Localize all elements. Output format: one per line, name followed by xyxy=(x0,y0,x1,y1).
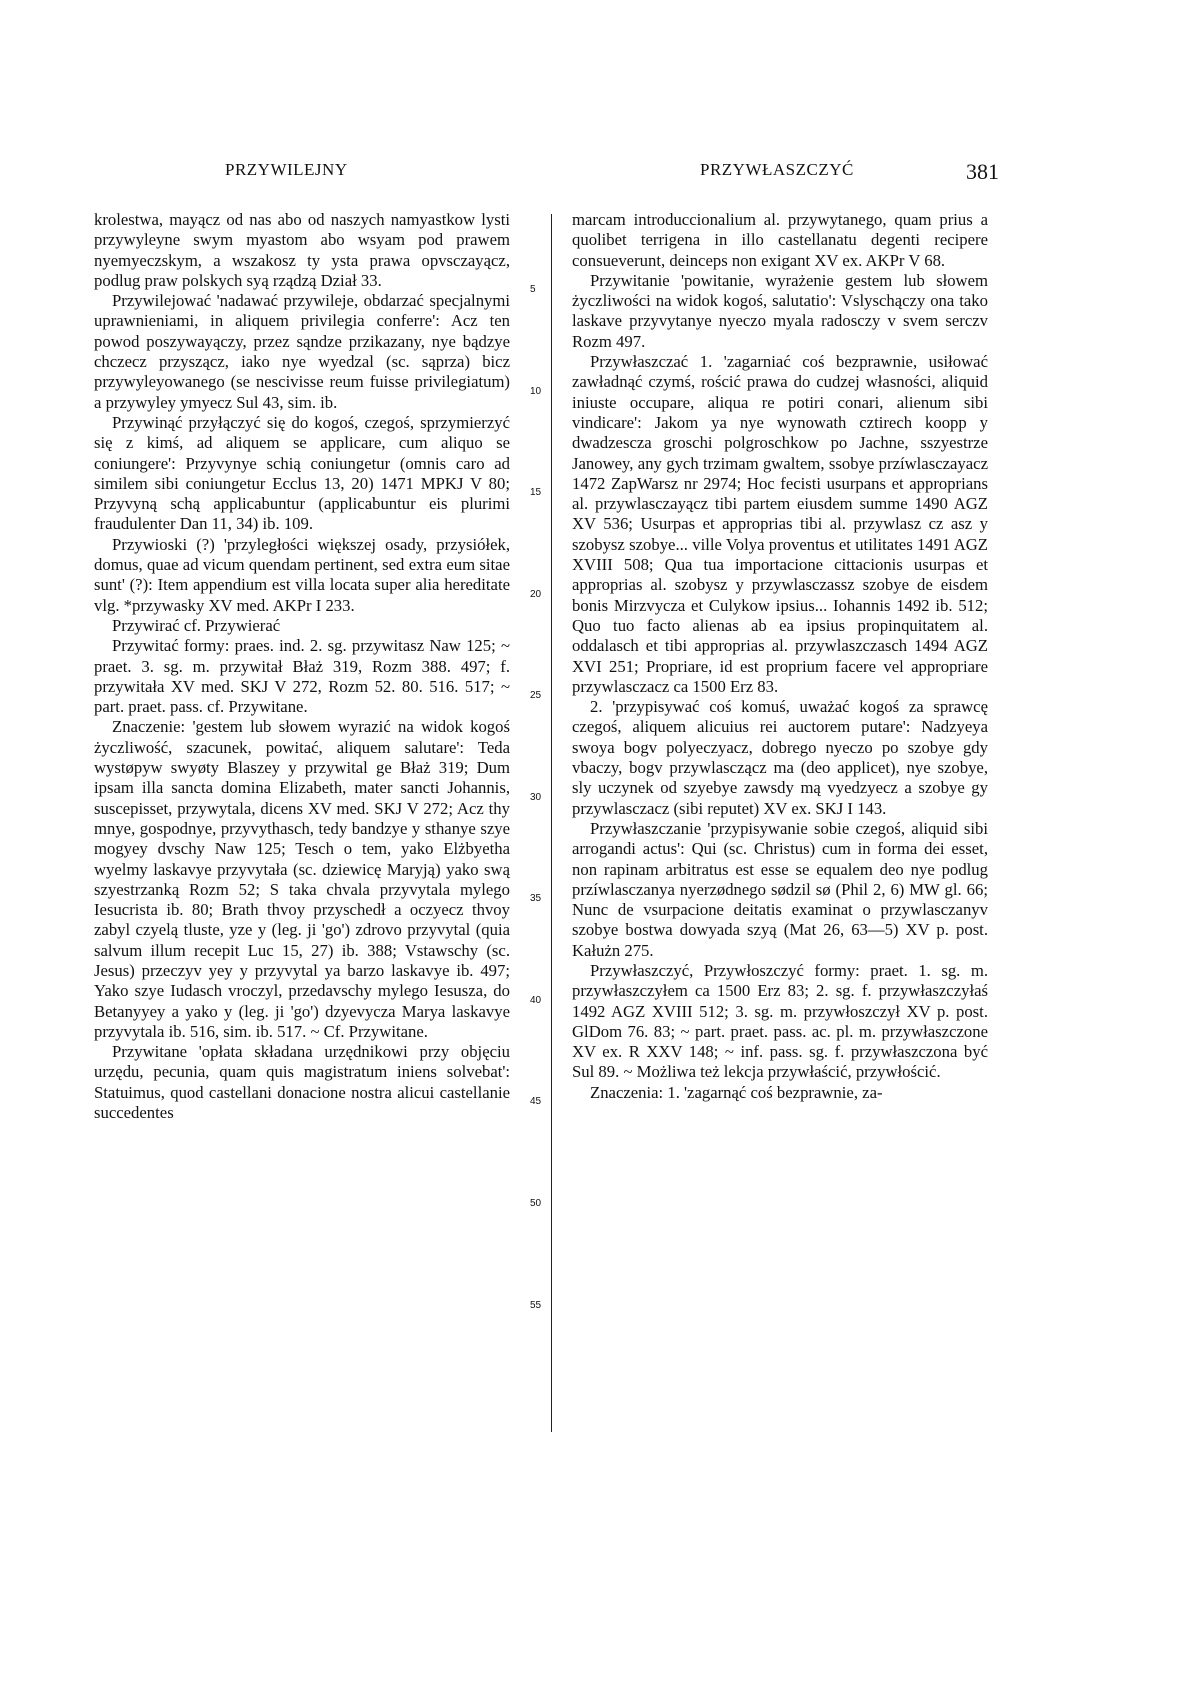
right-column xyxy=(572,210,988,1103)
entry-przywlaszczyc: Przywłaszczyć, Przywłoszczyć formy: praet. 1. sg. m. przywłaszczyłem ca 1500 Erz 83; 2. sg. f. przywłaszczyłaś 1492 AGZ XVIII 512; 3. sg. m. przywłoszczył XV p. post. GlDom 76. 83; ~ part. praet. pass. ac. pl. m. przywłaszczone XV ex. R XXV 148; ~ inf. pass. sg. f. przywłaszczona być Sul 89. ~ Możliwa też lekcja przywłaścić, przywłościć. xyxy=(572,960,988,1082)
left-continuation: krolestwa, mayącz od nas abo od naszych namyastkow lysti przywyleyne swym myastom abo wsyam pod prawem nyemyeczskym, a wszakosz ty ysta prawa opvsczayącz, podlug praw polskych syą rządzą Dział 33. xyxy=(94,210,510,290)
entry-przywirac: Przywirać cf. Przywierać xyxy=(112,615,281,635)
right-continuation: marcam introduccionalium al. przywytanego, quam prius a quolibet terrigena in illo castellanatu degenti recipere consueverunt, deinceps non exigant XV ex. AKPr V 68. xyxy=(572,210,988,270)
entry-przywlaszczac-1: Przywłaszczać 1. 'zagarniać coś bezprawnie, usiłować zawładnąć czymś, rościć prawa do cudzej własności, aliquid iniuste occupare, aliqua re potiri conari, alienum sibi vindicare': Jakom ya nye wynowath cztirech koopp y dwadzescza groschi polgroschkow po Jachne, sszyestrze Janowey, any gych trzimam gwaltem, ssobye przíwlasczayacz 1472 ZapWarsz nr 2974; Hoc fecisti usurpans et approprians al. przywlasczayącz tibi partem eiusdem summe 1490 AGZ XV 536; Usurpas et approprias tibi al. przywlasz cz asz y szobysz szobye... ville Volya proventus et utilitates 1491 AGZ XVIII 508; Qua tua importacione cittacionis usurpas et approprias al. szobysz y przywlasczassz szobye de eisdem bonis Mirzvycza et Culykow ipsius... Iohannis 1492 ib. 512; Quo tuo facto alienas ab ea ipsius propinquitatem al. oddalasch et tibi approprias al. przywlaszczasch 1494 AGZ XVI 251; Propriare, id est proprium facere vel appropriare przywlasczacz ca 1500 Erz 83. xyxy=(572,352,988,696)
line-number: 10 xyxy=(530,386,542,397)
entry-przywioski: Przywioski (?) 'przyległości większej osady, przysiółek, domus, quae ad vicum quendam pertinent, sed extra eum sitae sunt' (?): Item appendium est villa locata super alia hereditate vlg. *przywasky XV med. AKPr I 233. xyxy=(94,534,510,615)
entry-przywlaszczanie: Przywłaszczanie 'przypisywanie sobie czegoś, aliquid sibi arrogandi actus': Qui (sc. Christus) cum in forma dei esset, non rapinam arbitratus est esse se equalem deo nye podlug przíwlasczanya nyerzødnego sødzil sø (Phil 2, 6) MW gl. 66; Nunc de vsurpacione deitatis examinat o przywlasczanyv szobye bostwa dowyada szyą (Mat 26, 63—5) XV p. post. Kałużn 275. xyxy=(572,818,988,960)
running-head-left: PRZYWILEJNY xyxy=(225,160,348,179)
line-number: 20 xyxy=(530,589,542,600)
left-column xyxy=(94,210,510,1123)
line-number: 5 xyxy=(530,284,536,295)
line-number: 40 xyxy=(530,995,542,1006)
entry-przywitanie: Przywitanie 'powitanie, wyrażenie gestem lub słowem życzliwości na widok kogoś, salutatio': Vslyschączy ona tako laskave przyvytanye nyeczo myala radosczy v svem serczv Rozm 497. xyxy=(572,270,988,351)
line-number: 50 xyxy=(530,1198,542,1209)
line-number: 55 xyxy=(530,1300,542,1311)
line-number: 45 xyxy=(530,1096,542,1107)
line-number: 25 xyxy=(530,690,542,701)
running-head-right: PRZYWŁASZCZYĆ xyxy=(700,160,854,179)
entry-przywitane: Przywitane 'opłata składana urzędnikowi przy objęciu urzędu, pecunia, quam quis magistratum iniens solvebat': Statuimus, quod castellani donacione nostra alicui castellanie succedentes xyxy=(94,1042,510,1123)
page-number: 381 xyxy=(966,159,999,184)
entry-przywilejowac: Przywilejować 'nadawać przywileje, obdarzać specjalnymi uprawnieniami, in aliquem privilegia conferre': Acz ten powod poszywayączy, przez sąndze przikazany, nye bądzye chczecz przyszącz, iako nye wyedzal (sc. sąprza) bicz przywyleyowanego (se nescivisse reum fuisse privilegiatum) a przywyley ymyecz Sul 43, sim. ib. xyxy=(94,291,510,412)
line-number: 30 xyxy=(530,792,542,803)
entry-przywitac: Przywitać formy: praes. ind. 2. sg. przywitasz Naw 125; ~ praet. 3. sg. m. przywitał Błaż 319, Rozm 388. 497; f. przywitała XV med. SKJ V 272, Rozm 52. 80. 516. 517; ~ part. praet. pass. cf. Przywitane. xyxy=(94,636,510,717)
entry-przywinac: Przywinąć przyłączyć się do kogoś, czegoś, sprzymierzyć się z kimś, ad aliquem se applicare, cum aliquo se coniungere': Przyvynye schią coniungetur (omnis caro ad similem sibi coniungetur Ecclus 13, 20) 1471 MPKJ V 80; Przyvyną schą applicabuntur (applicabuntur eis plurimi fraudulenter Dan 11, 34) ib. 109. xyxy=(94,412,510,534)
entry-przywlaszczyc-znaczenia: Znaczenia: 1. 'zagarnąć coś bezprawnie, za- xyxy=(590,1082,883,1102)
entry-przywlaszczac-2: 2. 'przypisywać coś komuś, uważać kogoś za sprawcę czegoś, aliquem alicuius rei auctorem putare': Nadzyeya swoya bogv polyeczyacz, dobrego nyeczo po szobye gdy vbaczy, bogv przywlasczącz ma (deo applicet), nye szobye, sly uczynek od szyebye zawsdy mą vyedzyecz a szobye gy przywlasczacz (sibi reputet) XV ex. SKJ I 143. xyxy=(572,697,988,818)
line-number: 15 xyxy=(530,487,542,498)
line-number: 35 xyxy=(530,893,542,904)
entry-przywitac-znaczenie: Znaczenie: 'gestem lub słowem wyrazić na widok kogoś życzliwość, szacunek, powitać, aliquem salutare': Teda wystøpyw swyøty Blaszey y przywital ge Błaż 319; Dum ipsam illa sancta domina Elizabeth, mater sancti Johannis, suscepisset, przywytala, dicens XV med. SKJ V 272; Acz thy mnye, gospodnye, przyvythasch, tedy bandzye y sthanye szye mogyey dvschy Naw 125; Tesch o tem, yako Elżbyetha wyelmy laskavye przyvytała (sc. dziewicę Maryją) yako swą szyestrzanką Rozm 52; S taka chvala przyvytala mylego Iesucrista ib. 80; Brath thvoy przyschedł a oczyecz thvoy zabyl czyelą tluste, yze y (leg. ji 'go') zdrovo przyvytal (quia salvum illum recepit Luc 15, 27) ib. 388; Vstawschy (sc. Jesus) przeczyv yey y przyvytal ya barzo laskavye ib. 497; Yako szye Iudasch vroczyl, przedavschy mylego Iesusza, do Betanyyey a yako y (leg. ji 'go') dzyevycza Marya laskavye przyvytala ib. 516, sim. ib. 517. ~ Cf. Przywitane. xyxy=(94,717,510,1041)
column-divider xyxy=(551,214,552,1432)
